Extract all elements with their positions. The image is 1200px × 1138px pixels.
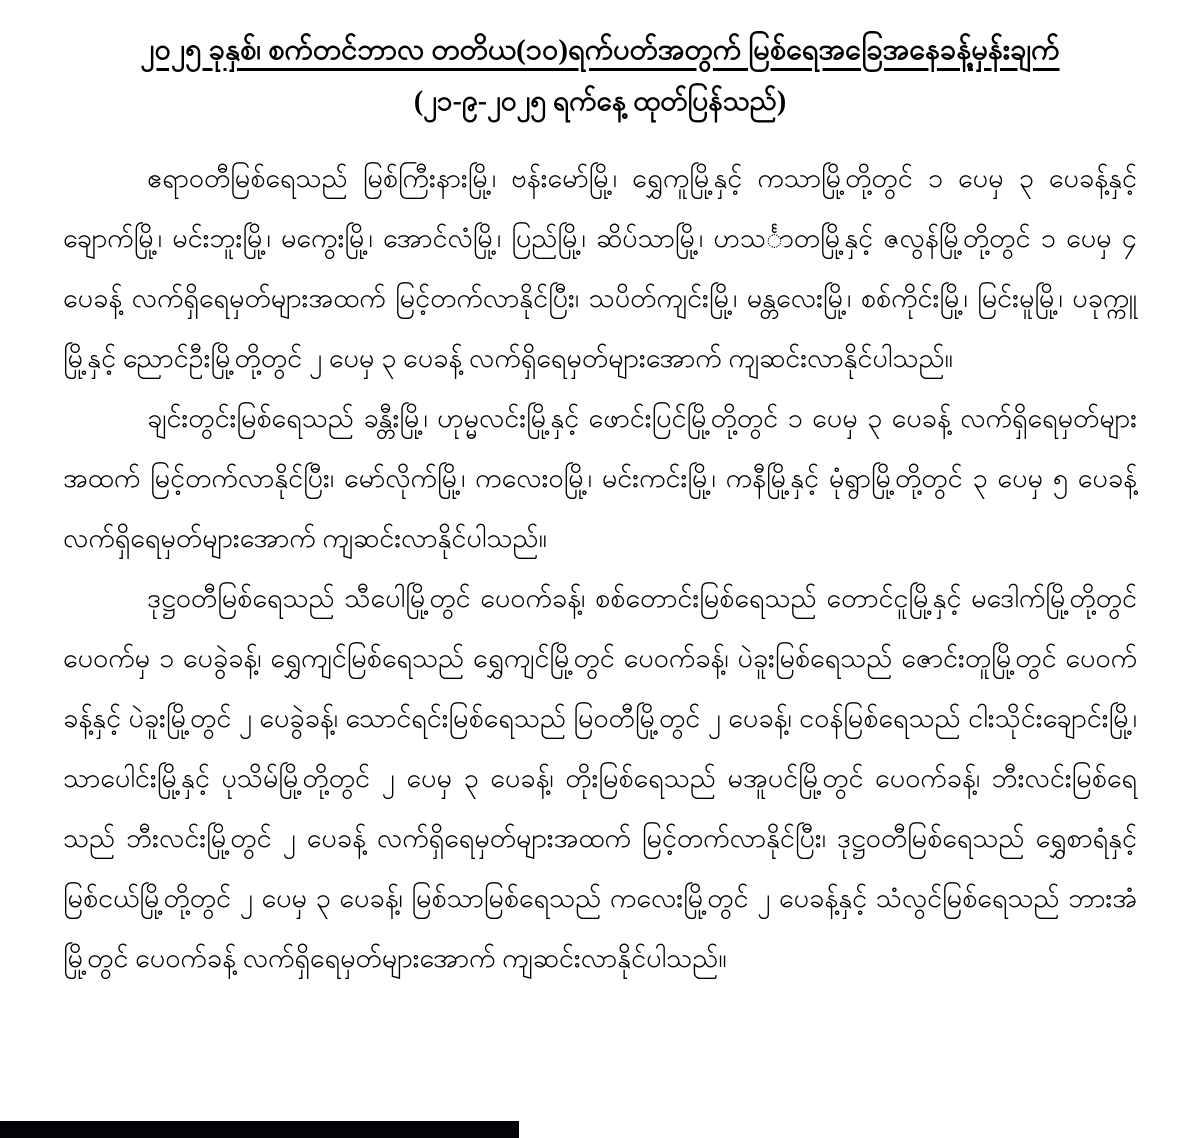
paragraph-chindwin-river: ချင်းတွင်းမြစ်ရေသည် ခန္တီးမြို့၊ ဟုမ္မလင်းမြို့နှင့် ဖောင်းပြင်မြို့တို့တွင် ၁ ပေမှ ၃ ပေခန့် လက်ရှိရေမှတ်များအထက် မြင့်တက်လာနိုင်ပြီး၊ မော်လိုက်မြို့၊ ကလေးဝမြို့၊ မင်းကင်းမြို့၊ ကနီမြို့နှင့် မုံရွာမြို့တို့တွင် ၃ ပေမှ ၅ ပေခန့် လက်ရှိရေမှတ်များအောက် ကျဆင်းလာနိုင်ပါသည်။	[63, 403, 1137, 553]
title-block	[63, 24, 1137, 128]
bottom-bar	[0, 1121, 519, 1138]
publish-date-line: (၂၁-၉-၂၀၂၅ ရက်နေ့ ထုတ်ပြန်သည်)	[413, 86, 787, 117]
paragraph-other-rivers: ဒုဋ္ဌဝတီမြစ်ရေသည် သီပေါမြို့တွင် ပေဝက်ခန့်၊ စစ်တောင်းမြစ်ရေသည် တောင်ငူမြို့နှင့် မဒေါက်မြို့တို့တွင် ပေဝက်မှ ၁ ပေခွဲခန့်၊ ရွှေကျင်မြစ်ရေသည် ရွှေကျင်မြို့တွင် ပေဝက်ခန့်၊ ပဲခူးမြစ်ရေသည် ဇောင်းတူမြို့တွင် ပေဝက်ခန့်နှင့် ပဲခူးမြို့တွင် ၂ ပေခွဲခန့်၊ သောင်ရင်းမြစ်ရေသည် မြဝတီမြို့တွင် ၂ ပေခန့်၊ ငဝန်မြစ်ရေသည် ငါးသိုင်းချောင်းမြို့၊ သာပေါင်းမြို့နှင့် ပုသိမ်မြို့တို့တွင် ၂ ပေမှ ၃ ပေခန့်၊ တိုးမြစ်ရေသည် မအူပင်မြို့တွင် ပေဝက်ခန့်၊ ဘီးလင်းမြစ်ရေသည် ဘီးလင်းမြို့တွင် ၂ ပေခန့် လက်ရှိရေမှတ်များအထက် မြင့်တက်လာနိုင်ပြီး၊ ဒုဋ္ဌဝတီမြစ်ရေသည် ရွှေစာရံနှင့် မြစ်ငယ်မြို့တို့တွင် ၂ ပေမှ ၃ ပေခန့်၊ မြစ်သာမြစ်ရေသည် ကလေးမြို့တွင် ၂ ပေခန့်နှင့် သံလွင်မြစ်ရေသည် ဘားအံမြို့တွင် ပေဝက်ခန့် လက်ရှိရေမှတ်များအောက် ကျဆင်းလာနိုင်ပါသည်။	[63, 583, 1137, 973]
document-title	[63, 24, 1137, 76]
document-body	[63, 148, 1137, 988]
document-title-text: ၂၀၂၅ ခုနှစ်၊ စက်တင်ဘာလ တတိယ(၁၀)ရက်ပတ်အတွက် မြစ်ရေအခြေအနေခန့်မှန်းချက်	[140, 34, 1060, 66]
paragraph-ayeyarwady-river: ဧရာဝတီမြစ်ရေသည် မြစ်ကြီးနားမြို့၊ ဗန်းမော်မြို့၊ ရွှေကူမြို့နှင့် ကသာမြို့တို့တွင် ၁ ပေမှ ၃ ပေခန့်နှင့် ချောက်မြို့၊ မင်းဘူးမြို့၊ မကွေးမြို့၊ အောင်လံမြို့၊ ပြည်မြို့၊ ဆိပ်သာမြို့၊ ဟသင်္ာတမြို့နှင့် ဇလွန်မြို့တို့တွင် ၁ ပေမှ ၄ ပေခန့် လက်ရှိရေမှတ်များအထက် မြင့်တက်လာနိုင်ပြီး၊ သပိတ်ကျင်းမြို့၊ မန္တလေးမြို့၊ စစ်ကိုင်းမြို့၊ မြင်းမူမြို့၊ ပခုက္ကူမြို့နှင့် ညောင်ဦးမြို့တို့တွင် ၂ ပေမှ ၃ ပေခန့် လက်ရှိရေမှတ်များအောက် ကျဆင်းလာနိုင်ပါသည်။	[63, 163, 1137, 373]
